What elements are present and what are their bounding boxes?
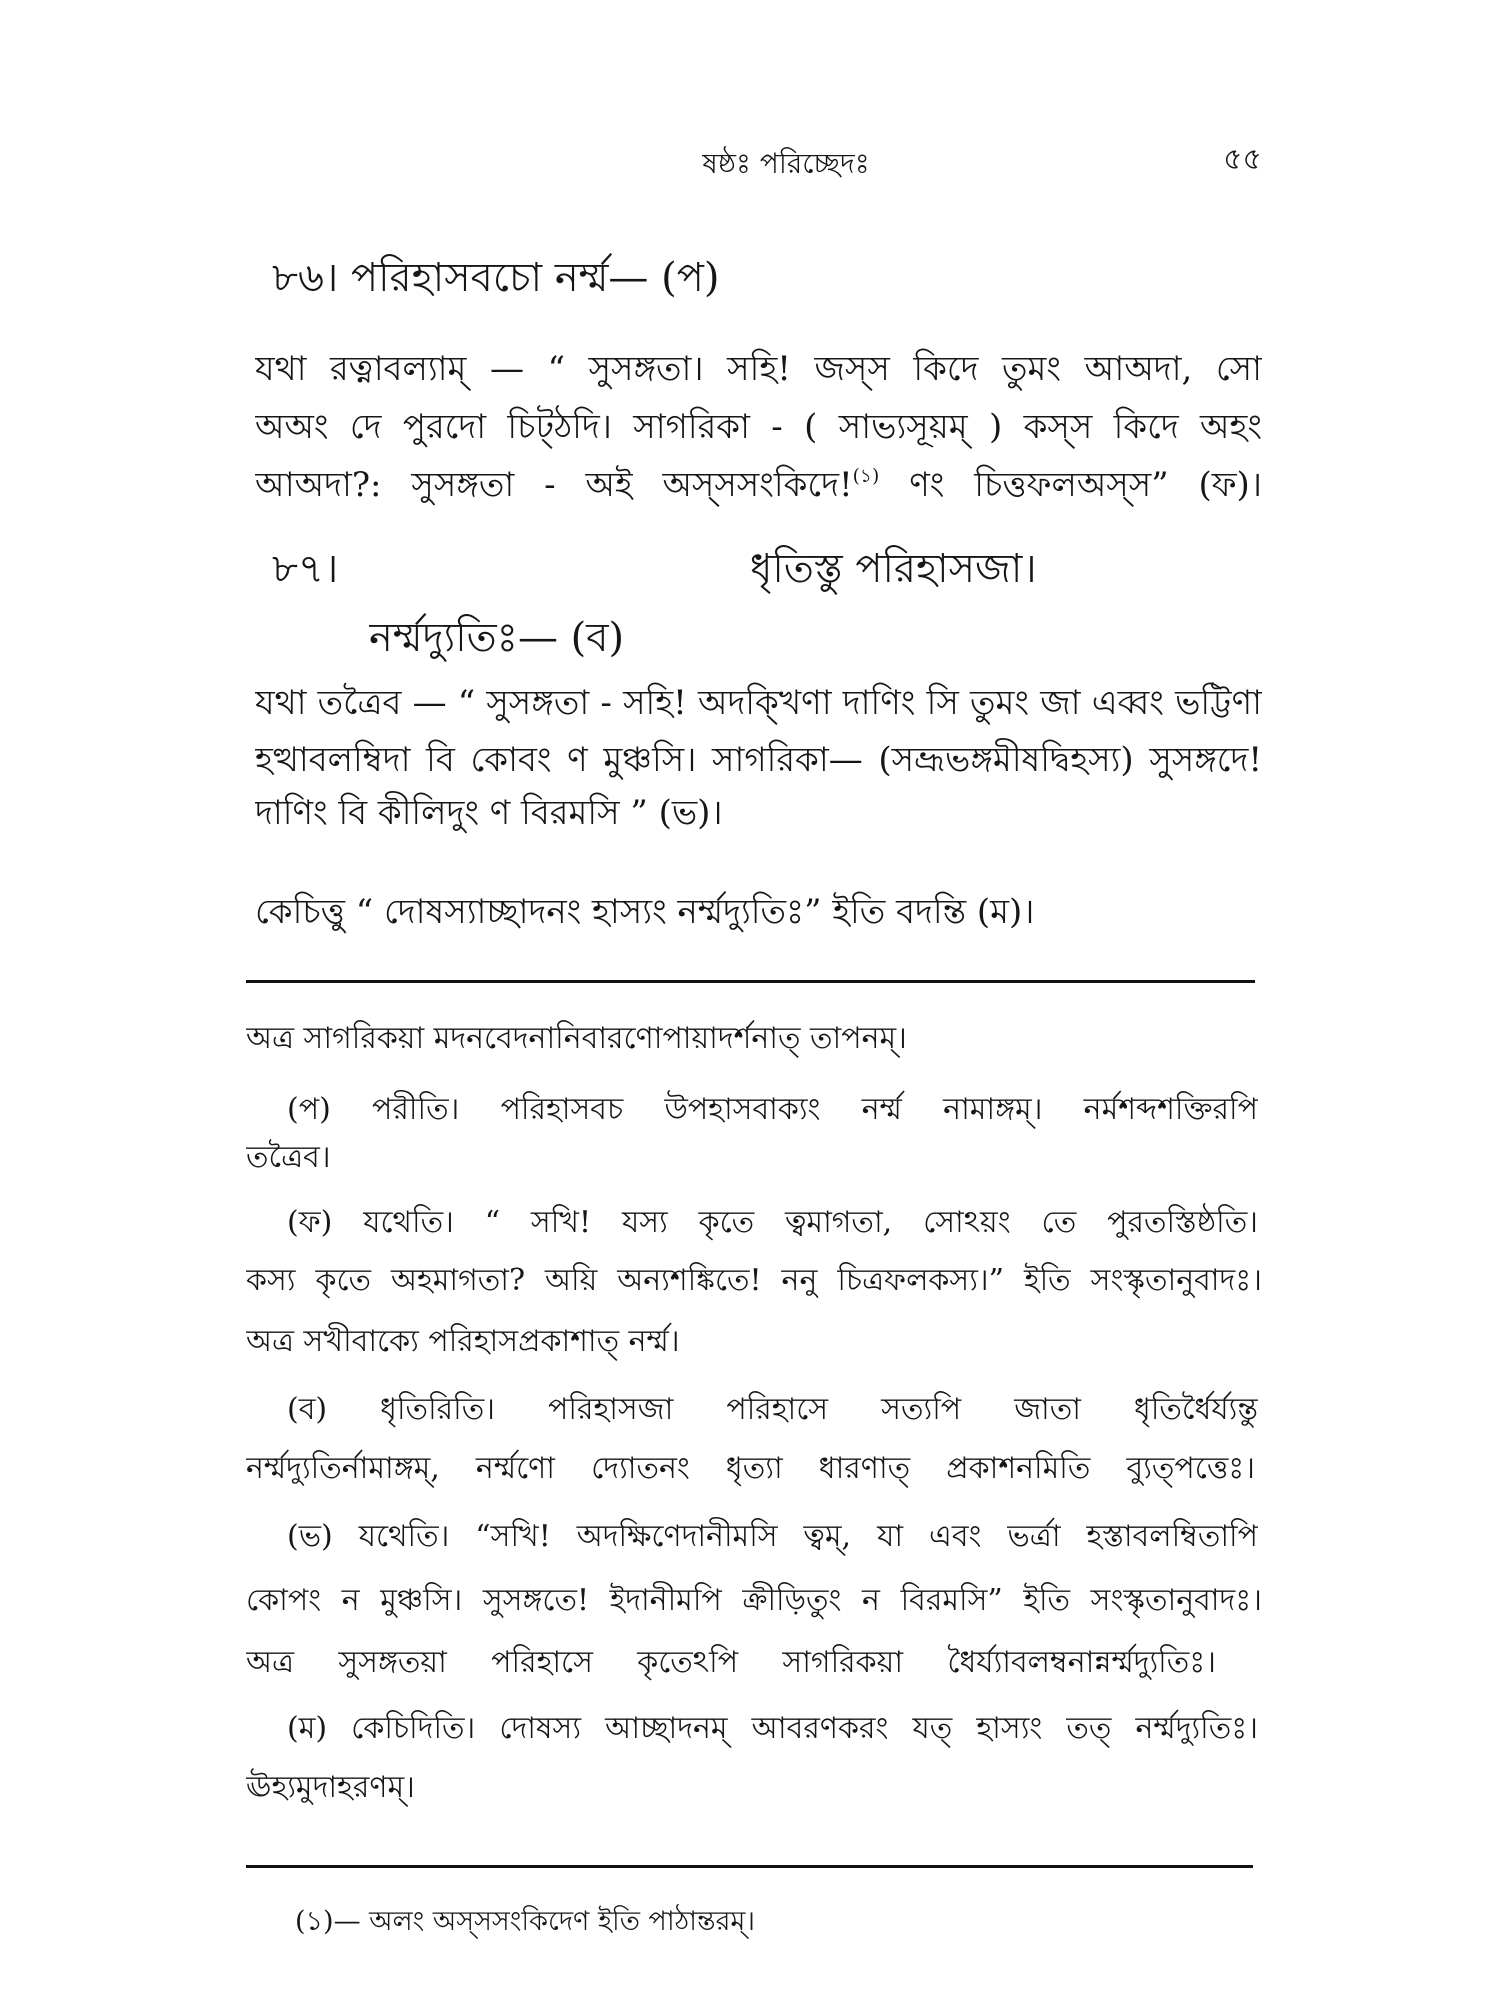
alternate-view-line: কেচিত্তু “ দোষস্যাচ্ছাদনং হাস্যং নর্ম্মদ্যুতিঃ” ইতি বদন্তি (ম)।: [255, 892, 1035, 932]
running-title: ষষ্ঠঃ পরিচ্ছেদঃ: [702, 147, 870, 180]
verse-87-number: ৮৭।: [272, 546, 339, 592]
commentary-line: (ব) ধৃতিরিতি। পরিহাসজা পরিহাসে সত্যপি জাতা ধৃতির্ধৈর্য্যন্তু: [287, 1392, 1258, 1427]
page-number: ৫৫: [1223, 142, 1262, 177]
footnote: (১)— অলং অস্‌সসংকিদেণ ইতি পাঠান্তরম্।: [295, 1906, 756, 1937]
verse-87-example-line: যথা তত্রৈব — “ সুসঙ্গতা - সহি! অদক্খিণা দাণিং সি তুমং জা এব্বং ভট্টিণা: [255, 683, 1262, 723]
verse-87-term: নর্ম্মদ্যুতিঃ— (ব): [369, 615, 625, 661]
verse-86-example-line: যথা রত্নাবল্যাম্ — “ সুসঙ্গতা। সহি! জস্‌স কিদে তুমং আঅদা, সো: [255, 349, 1262, 389]
footnote-reference: (১): [852, 465, 880, 487]
verse-86-example-line: [255, 460, 1262, 510]
commentary-line: অত্র সাগরিকয়া মদনবেদনানিবারণোপায়াদর্শনাত্ তাপনম্।: [246, 1021, 907, 1056]
commentary-line: (ম) কেচিদিতি। দোষস্য আচ্ছাদনম্ আবরণকরং যত্ হাস্যং তত্ নর্ম্মদ্যুতিঃ।: [287, 1711, 1258, 1746]
commentary-line: (প) পরীতি। পরিহাসবচ উপহাসবাক্যং নর্ম্ম নামাঙ্গম্। নর্মশব্দশক্তিরপি: [287, 1092, 1258, 1127]
example-text: আঅদা?: সুসঙ্গতা - অই অস্‌সসংকিদে!: [255, 465, 853, 505]
main-text-divider: [246, 980, 1255, 983]
example-text: ণং চিত্তফলঅস্‌স” (ফ)।: [879, 465, 1262, 505]
commentary-line: (ফ) যথেতি। “ সখি! যস্য কৃতে ত্বমাগতা, সোঽয়ং তে পুরতস্তিষ্ঠতি।: [287, 1205, 1258, 1240]
commentary-line: (ভ) যথেতি। “সখি! অদক্ষিণেদানীমসি ত্বম্, যা এবং ভর্ত্রা হস্তাবলম্বিতাপি: [287, 1519, 1258, 1554]
verse-86-heading: ৮৬। পরিহাসবচো নর্ম্ম— (প): [272, 255, 720, 301]
commentary-line: কোপং ন মুঞ্চসি। সুসঙ্গতে! ইদানীমপি ক্রীড়িতুং ন বিরমসি” ইতি সংস্কৃতানুবাদঃ।: [246, 1583, 1262, 1618]
commentary-line: কস্য কৃতে অহমাগতা? অয়ি অন্যশঙ্কিতে! ননু চিত্রফলকস্য।” ইতি সংস্কৃতানুবাদঃ।: [246, 1263, 1262, 1298]
verse-87-example-line: হত্থাবলম্বিদা বি কোবং ণ মুঞ্চসি। সাগরিকা— (সভ্রূভঙ্গমীষদ্বিহস্য) সুসঙ্গদে!: [255, 740, 1262, 780]
footnote-divider: [246, 1865, 1253, 1868]
verse-87-text: ধৃতিস্তু পরিহাসজা।: [750, 546, 1037, 592]
commentary-line: ঊহ্যমুদাহরণম্।: [246, 1770, 415, 1805]
commentary-line: নর্ম্মদ্যুতির্নামাঙ্গম্, নর্ম্মণো দ্যোতনং ধৃত্যা ধারণাত্ প্রকাশনমিতি ব্যুত্‌পত্তেঃ।: [246, 1451, 1255, 1486]
commentary-line: তত্রৈব।: [246, 1140, 331, 1175]
commentary-line: অত্র সুসঙ্গতয়া পরিহাসে কৃতেঽপি সাগরিকয়া ধৈর্য্যাবলম্বনান্নর্ম্মদ্যুতিঃ।: [246, 1645, 1216, 1680]
verse-86-example-line: অঅং দে পুরদো চিট্‌ঠদি। সাগরিকা - ( সাভ্যসূয়ম্ ) কস্‌স কিদে অহং: [255, 407, 1262, 447]
verse-87-example-line: দাণিং বি কীলিদুং ণ বিরমসি ” (ভ)।: [255, 793, 723, 833]
commentary-line: অত্র সখীবাক্যে পরিহাসপ্রকাশাত্ নর্ম্ম।: [246, 1324, 680, 1359]
